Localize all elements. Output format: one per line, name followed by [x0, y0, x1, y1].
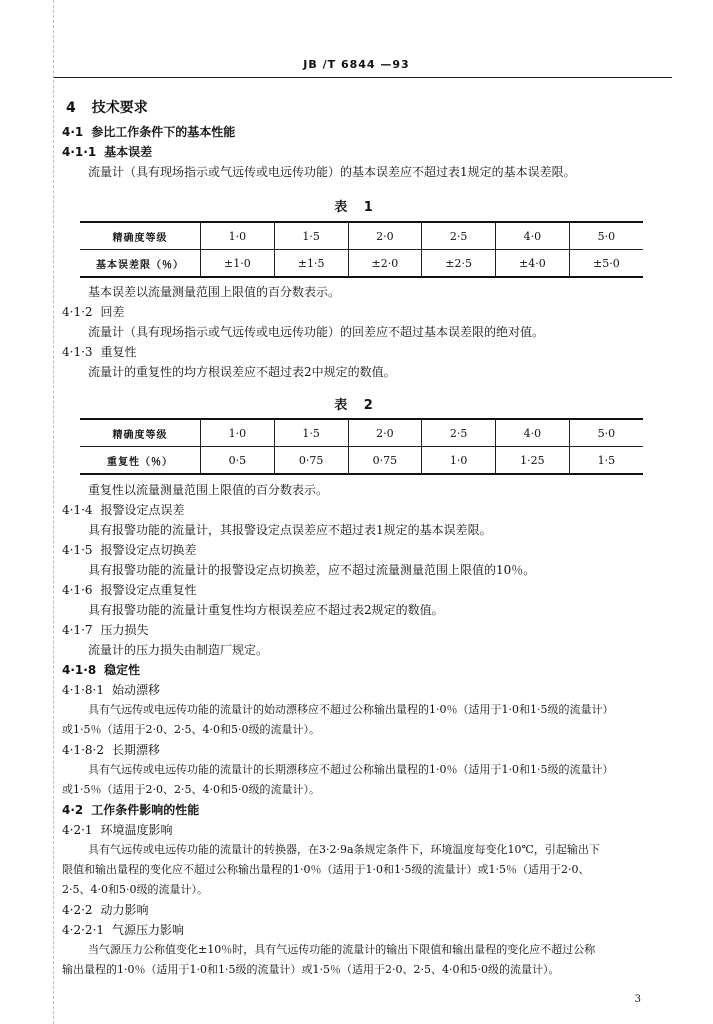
section-4-1-heading: 4·1 参比工作条件下的基本性能 [62, 125, 236, 139]
table-cell: 4·0 [496, 222, 570, 250]
section-4-1-8-1-heading: 4·1·8·1 始动漂移 [62, 683, 160, 697]
table-cell: 1·5 [274, 222, 348, 250]
section-4-2-2-heading: 4·2·2 动力影响 [62, 903, 149, 917]
table-cell: ±5·0 [569, 250, 643, 278]
table-cell: ±2·5 [422, 250, 496, 278]
binding-margin-line [53, 0, 54, 1024]
standard-header: JB /T 6844 —93 [303, 58, 410, 71]
section-4-2-2-1-heading: 4·2·2·1 气源压力影响 [62, 923, 184, 937]
section-4-1-3-heading: 4·1·3 重复性 [62, 345, 137, 359]
table-row [80, 250, 643, 278]
section-4-heading: 4 技术要求 [66, 100, 148, 116]
table-cell: 1·5 [569, 447, 643, 475]
table-cell: 1·5 [274, 419, 348, 447]
section-4-2-2-1-body-line: 输出量程的1·0％（适用于1·0和1·5级的流量计）或1·5％（适用于2·0、2·5、4·0和5·0级的流量计）。 [62, 963, 560, 976]
section-4-1-1-body: 流量计（具有现场指示或气远传或电远传功能）的基本误差应不超过表1规定的基本误差限。 [88, 165, 576, 179]
table-cell: ±1·0 [201, 250, 275, 278]
header-rule [54, 77, 672, 78]
section-4-1-8-1-body-line: 具有气远传或电远传功能的流量计的始动漂移应不超过公称输出量程的1·0％（适用于1·0和1·5级的流量计） [88, 703, 614, 716]
section-4-2-1-body-line: 具有气远传或电远传功能的流量计的转换器，在3·2·9a条规定条件下，环境温度每变化10℃，引起输出下 [88, 843, 600, 856]
section-4-1-8-2-heading: 4·1·8·2 长期漂移 [62, 743, 160, 757]
section-4-1-3-body: 流量计的重复性的均方根误差应不超过表2中规定的数值。 [88, 365, 396, 379]
section-4-1-5-heading: 4·1·5 报警设定点切换差 [62, 543, 197, 557]
table-cell: 0·75 [274, 447, 348, 475]
section-4-1-4-heading: 4·1·4 报警设定点误差 [62, 503, 185, 517]
table-cell: ±2·0 [348, 250, 422, 278]
section-4-1-6-body: 具有报警功能的流量计重复性均方根误差应不超过表2规定的数值。 [88, 603, 444, 617]
page-number: 3 [634, 994, 641, 1005]
table-1 [80, 221, 643, 278]
section-4-1-5-body: 具有报警功能的流量计的报警设定点切换差，应不超过流量测量范围上限值的10％。 [88, 563, 536, 577]
table-1-note: 基本误差以流量测量范围上限值的百分数表示。 [88, 285, 341, 299]
table-row [80, 419, 643, 447]
section-4-1-8-1-body-line: 或1·5％（适用于2·0、2·5、4·0和5·0级的流量计）。 [62, 723, 320, 736]
section-4-1-1-heading: 4·1·1 基本误差 [62, 145, 153, 159]
table-cell: ±1·5 [274, 250, 348, 278]
section-4-1-7-heading: 4·1·7 压力损失 [62, 623, 149, 637]
table-cell: 5·0 [569, 222, 643, 250]
table-row [80, 447, 643, 475]
table-2-caption: 表 2 [334, 398, 379, 413]
section-4-1-8-2-body-line: 具有气远传或电远传功能的流量计的长期漂移应不超过公称输出量程的1·0％（适用于1·0和1·5级的流量计） [88, 763, 614, 776]
section-4-2-2-1-body-line: 当气源压力公称值变化±10％时，具有气远传功能的流量计的输出下限值和输出量程的变化应不超过公称 [88, 943, 596, 956]
table-cell: 2·5 [422, 419, 496, 447]
table-cell: ±4·0 [496, 250, 570, 278]
section-4-1-4-body: 具有报警功能的流量计，其报警设定点误差应不超过表1规定的基本误差限。 [88, 523, 492, 537]
section-4-1-6-heading: 4·1·6 报警设定点重复性 [62, 583, 197, 597]
table-cell: 0·75 [348, 447, 422, 475]
table-2-row-header: 重复性（％） [80, 447, 201, 475]
section-4-2-1-body-line: 2·5、4·0和5·0级的流量计）。 [62, 883, 208, 896]
section-4-1-7-body: 流量计的压力损失由制造厂规定。 [88, 643, 269, 657]
table-1-row-header: 基本误差限（％） [80, 250, 201, 278]
table-row [80, 222, 643, 250]
table-2-row-header: 精确度等级 [80, 419, 201, 447]
table-cell: 1·0 [201, 419, 275, 447]
section-4-1-8-2-body-line: 或1·5％（适用于2·0、2·5、4·0和5·0级的流量计）。 [62, 783, 320, 796]
section-4-2-1-body-line: 限值和输出量程的变化应不超过公称输出量程的1·0％（适用于1·0和1·5级的流量计）或1·5％（适用于2·0、 [62, 863, 590, 876]
section-4-1-2-heading: 4·1·2 回差 [62, 305, 125, 319]
table-2-note: 重复性以流量测量范围上限值的百分数表示。 [88, 483, 329, 497]
section-4-2-1-heading: 4·2·1 环境温度影响 [62, 823, 173, 837]
table-cell: 0·5 [201, 447, 275, 475]
table-cell: 2·0 [348, 419, 422, 447]
table-1-row-header: 精确度等级 [80, 222, 201, 250]
table-1-caption: 表 1 [334, 200, 379, 215]
section-4-1-2-body: 流量计（具有现场指示或气远传或电远传功能）的回差应不超过基本误差限的绝对值。 [88, 325, 545, 339]
table-cell: 5·0 [569, 419, 643, 447]
section-4-2-heading: 4·2 工作条件影响的性能 [62, 803, 200, 817]
table-cell: 1·0 [201, 222, 275, 250]
table-cell: 4·0 [496, 419, 570, 447]
table-cell: 1·25 [496, 447, 570, 475]
table-cell: 2·0 [348, 222, 422, 250]
section-4-1-8-heading: 4·1·8 稳定性 [62, 663, 141, 677]
table-cell: 1·0 [422, 447, 496, 475]
table-cell: 2·5 [422, 222, 496, 250]
table-2 [80, 418, 643, 475]
